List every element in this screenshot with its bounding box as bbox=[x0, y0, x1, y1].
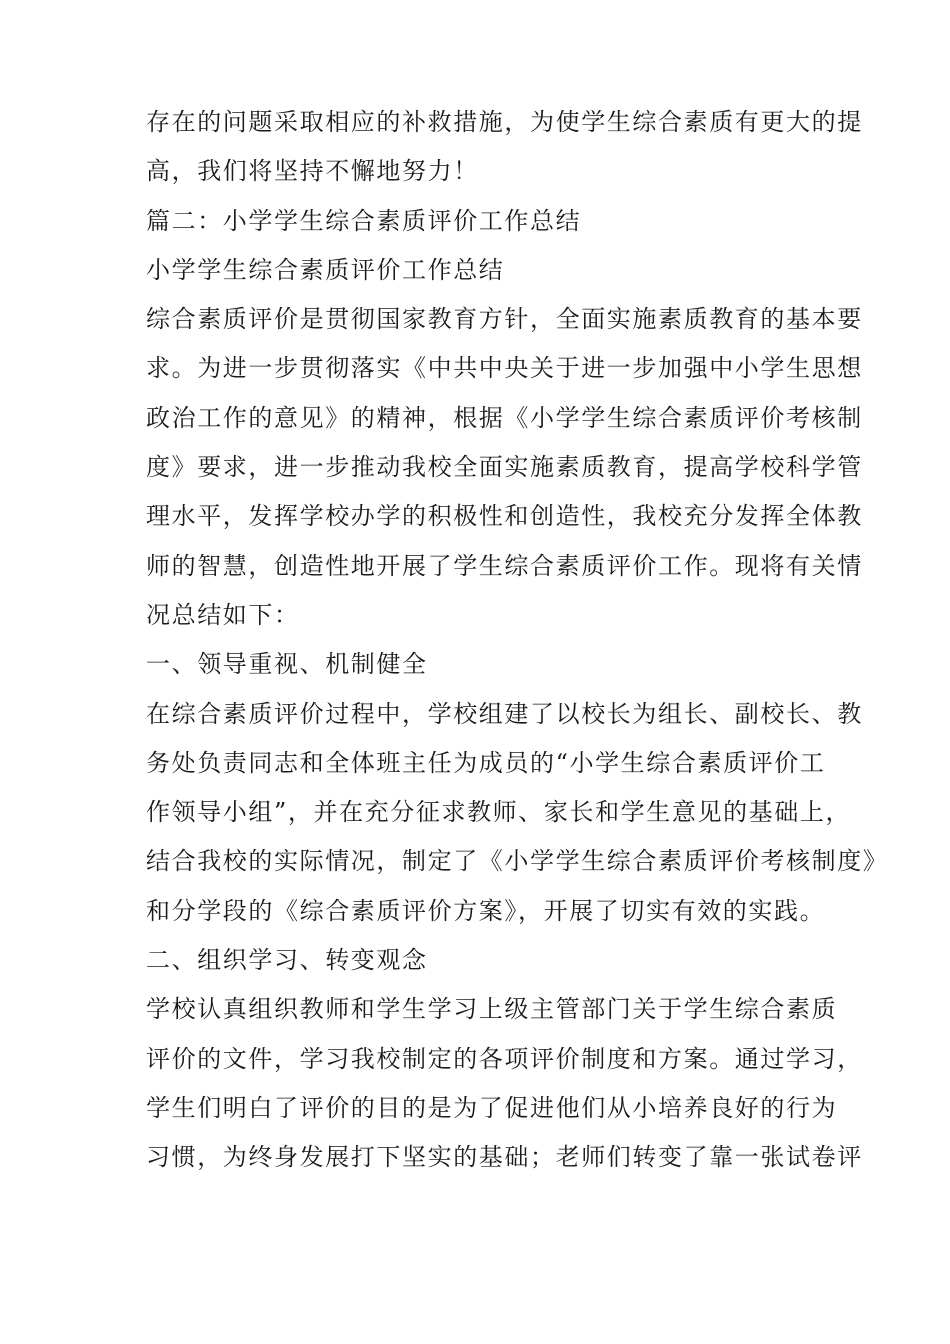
text-line-11: 况总结如下： bbox=[146, 600, 300, 629]
text-line-6: 求。为进一步贯彻落实《中共中央关于进一步加强中小学生思想 bbox=[146, 354, 863, 383]
text-line-5: 综合素质评价是贯彻国家教育方针，全面实施素质教育的基本要 bbox=[146, 305, 863, 334]
text-line-16: 结合我校的实际情况，制定了《小学学生综合素质评价考核制度》 bbox=[146, 847, 889, 876]
document-body bbox=[146, 98, 889, 1183]
text-line-20: 评价的文件，学习我校制定的各项评价制度和方案。通过学习， bbox=[146, 1044, 863, 1073]
text-line-13: 在综合素质评价过程中，学校组建了以校长为组长、副校长、教 bbox=[146, 699, 863, 728]
text-line-1: 存在的问题采取相应的补救措施，为使学生综合素质有更大的提 bbox=[146, 108, 863, 136]
text-line-19: 学校认真组织教师和学生学习上级主管部门关于学生综合素质 bbox=[146, 995, 838, 1024]
heading-section-one: 一、领导重视、机制健全 bbox=[146, 650, 428, 679]
text-line-7: 政治工作的意见》的精神，根据《小学学生综合素质评价考核制 bbox=[146, 403, 863, 432]
text-line-15: 作领导小组”，并在充分征求教师、家长和学生意见的基础上， bbox=[146, 798, 852, 827]
text-line-8: 度》要求，进一步推动我校全面实施素质教育，提高学校科学管 bbox=[146, 453, 863, 482]
text-line-2: 高，我们将坚持不懈地努力！ bbox=[146, 157, 479, 186]
text-line-14: 务处负责同志和全体班主任为成员的“小学生综合素质评价工 bbox=[146, 748, 826, 777]
heading-section-two: 二、组织学习、转变观念 bbox=[146, 946, 428, 975]
text-line-22: 习惯，为终身发展打下坚实的基础；老师们转变了靠一张试卷评 bbox=[146, 1143, 863, 1172]
text-line-21: 学生们明白了评价的目的是为了促进他们从小培养良好的行为 bbox=[146, 1093, 838, 1122]
text-line-17: 和分学段的《综合素质评价方案》，开展了切实有效的实践。 bbox=[146, 896, 826, 925]
article-title: 小学学生综合素质评价工作总结 bbox=[146, 255, 505, 284]
text-line-9: 理水平，发挥学校办学的积极性和创造性，我校充分发挥全体教 bbox=[146, 502, 863, 531]
section-title-part-two: 篇二：小学学生综合素质评价工作总结 bbox=[146, 206, 582, 235]
text-line-10: 师的智慧，创造性地开展了学生综合素质评价工作。现将有关情 bbox=[146, 551, 863, 580]
